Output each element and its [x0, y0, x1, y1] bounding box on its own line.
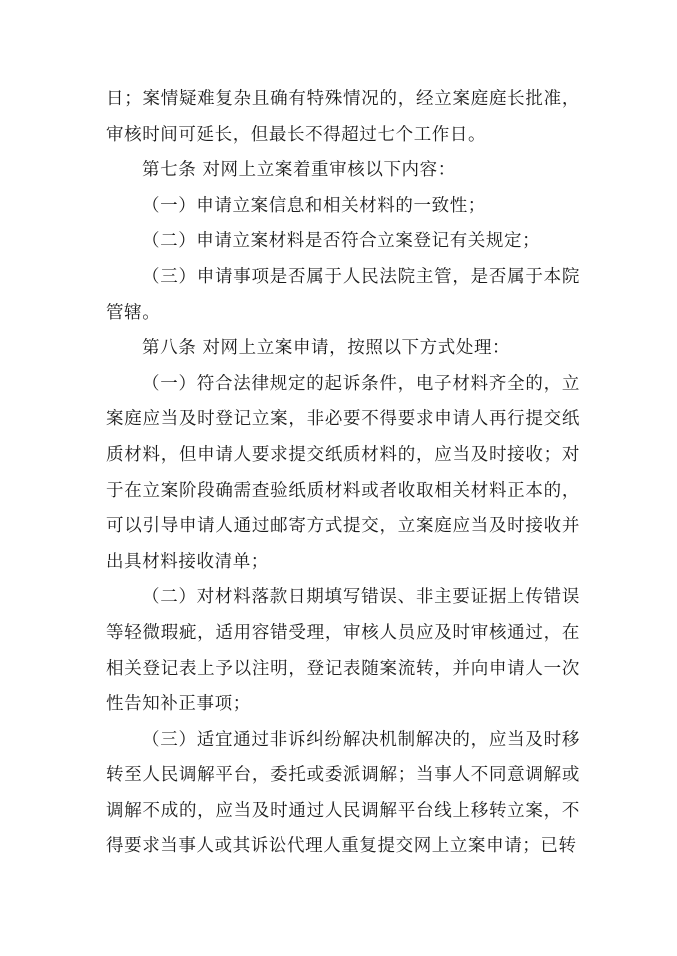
article-7-item-2: （二）申请立案材料是否符合立案登记有关规定； [142, 231, 541, 252]
paragraph-continuation: 日；案情疑难复杂且确有特殊情况的，经立案庭庭长批准，审核时间可延长，但最长不得超过七个工作日。 [106, 89, 580, 145]
article-7-item-1: （一）申请立案信息和相关材料的一致性； [142, 195, 486, 216]
article-7-item-3: （三）申请事项是否属于人民法院主管，是否属于本院管辖。 [106, 266, 580, 323]
article-8-item-1: （一）符合法律规定的起诉条件，电子材料齐全的，立案庭应当及时登记立案，非必要不得要求申请人再行提交纸质材料，但申请人要求提交纸质材料的，应当及时接收；对于在立案阶段确需查验纸质材料或者收取相关材料正本的，可以引导申请人通过邮寄方式提交，立案庭应当及时接收并出具材料接收清单； [106, 373, 580, 572]
article-8-heading: 第八条 对网上立案申请，按照以下方式处理： [142, 338, 511, 359]
article-7-heading: 第七条 对网上立案着重审核以下内容： [142, 160, 456, 181]
document-body [106, 82, 580, 865]
article-8-item-3: （三）适宜通过非诉纠纷解决机制解决的，应当及时移转至人民调解平台，委托或委派调解；当事人不同意调解或调解不成的，应当及时通过人民调解平台线上移转立案，不得要求当事人或其诉讼代理人重复提交网上立案申请；已转 [106, 729, 580, 857]
article-8-item-2: （二）对材料落款日期填写错误、非主要证据上传错误等轻微瑕疵，适用容错受理，审核人员应及时审核通过，在相关登记表上予以注明，登记表随案流转，并向申请人一次性告知补正事项； [106, 587, 580, 715]
